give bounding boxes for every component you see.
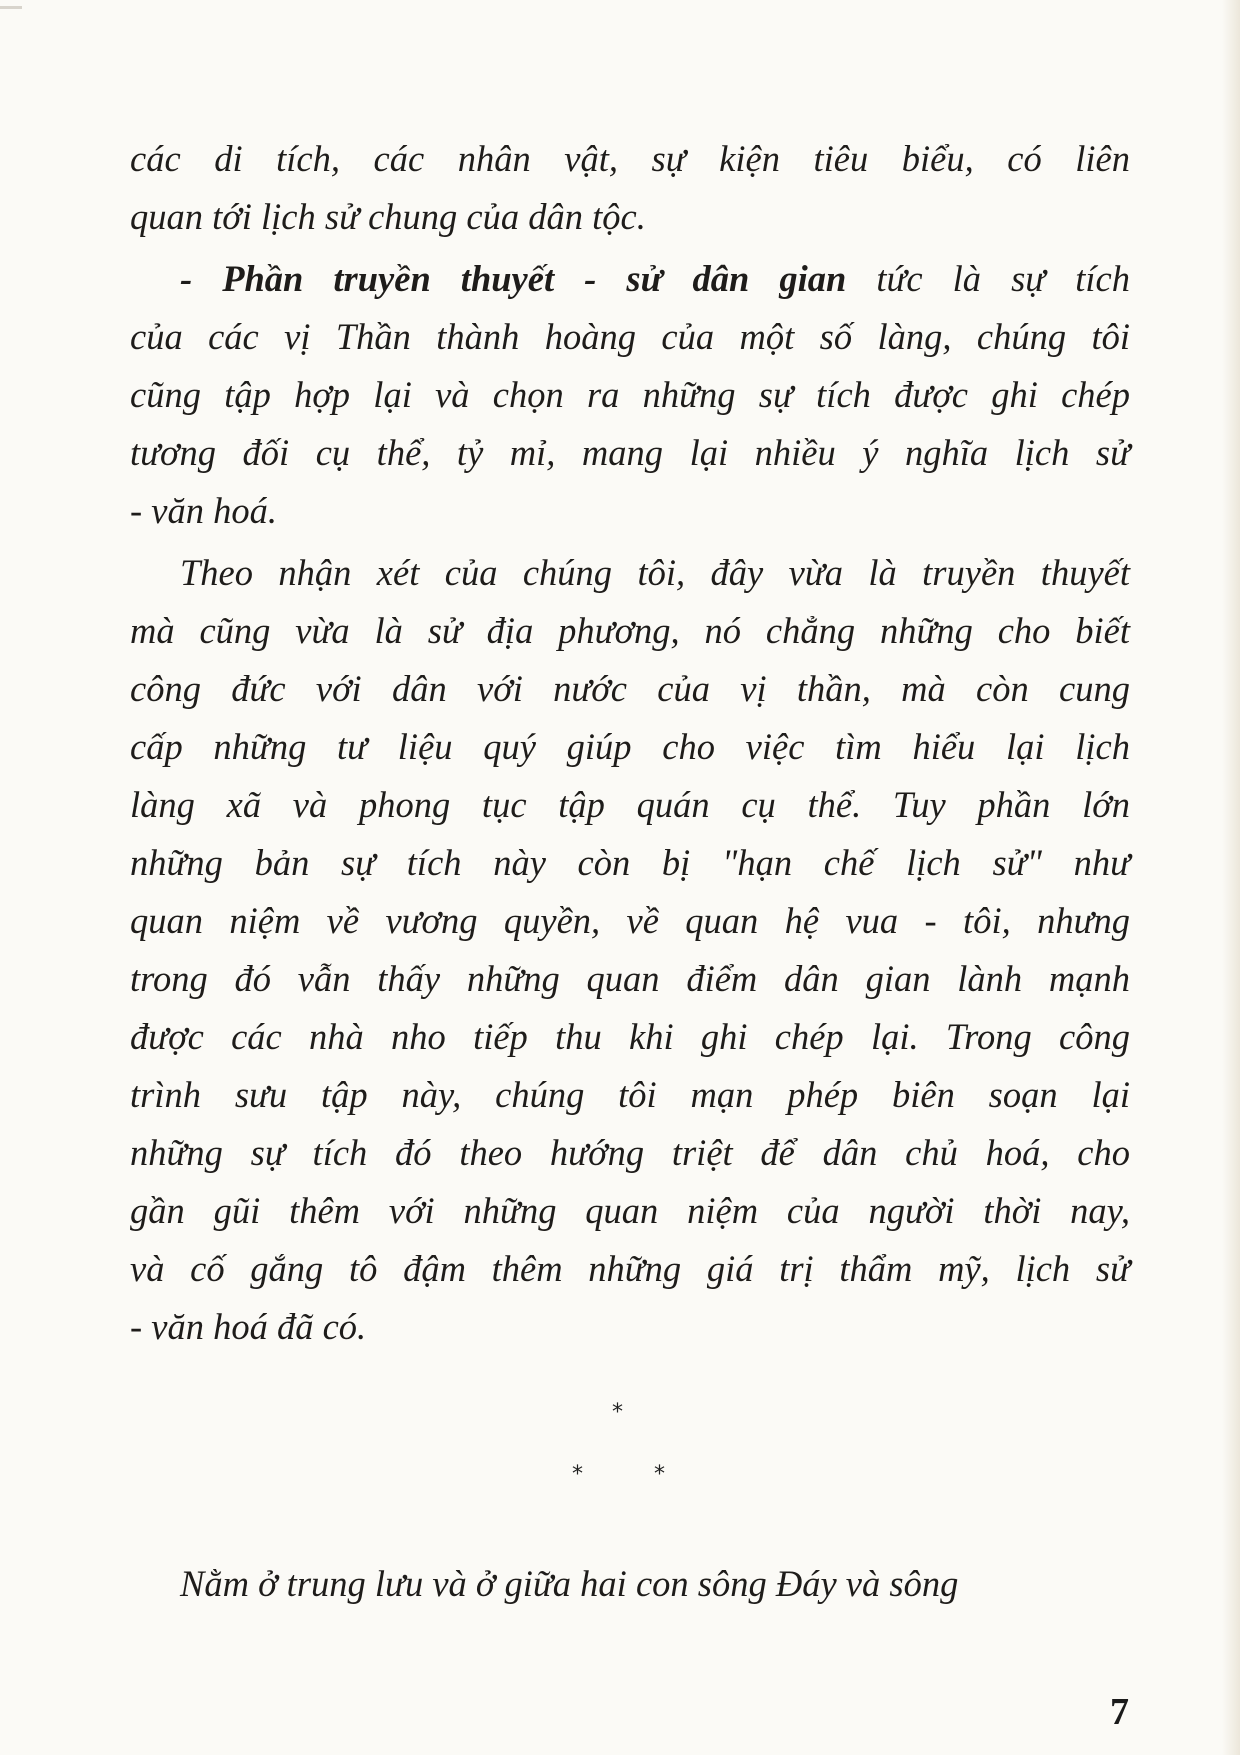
paragraph-1 [130, 130, 1130, 246]
text-line: tương đối cụ thể, tỷ mỉ, mang lại nhiều ý nghĩa lịch sử [130, 432, 1130, 473]
text-line: các di tích, các nhân vật, sự kiện tiêu biểu, có liên [130, 138, 1130, 179]
asterisk: * [654, 1462, 665, 1487]
paragraph-4 [130, 1555, 1130, 1613]
text-line: quan tới lịch sử chung của dân tộc. [130, 196, 646, 237]
asterisk: * [612, 1400, 623, 1425]
page-number: 7 [1110, 1691, 1129, 1733]
text-line: trình sưu tập này, chúng tôi mạn phép biên soạn lại [130, 1074, 1130, 1115]
text-line: những sự tích đó theo hướng triệt để dân chủ hoá, cho [130, 1132, 1130, 1173]
text-line: làng xã và phong tục tập quán cụ thể. Tuy phần lớn [130, 784, 1130, 825]
text-line: Theo nhận xét của chúng tôi, đây vừa là truyền thuyết [180, 552, 1130, 593]
asterisk: * [572, 1462, 583, 1487]
text-line: công đức với dân với nước của vị thần, mà còn cung [130, 668, 1130, 709]
text-line: những bản sự tích này còn bị "hạn chế lịch sử" như [130, 842, 1130, 883]
text-fragment: tức là sự tích [876, 258, 1130, 299]
text-line: quan niệm về vương quyền, về quan hệ vua - tôi, nhưng [130, 900, 1130, 941]
text-line: được các nhà nho tiếp thu khi ghi chép lại. Trong công [130, 1016, 1130, 1057]
text-line: cấp những tư liệu quý giúp cho việc tìm hiểu lại lịch [130, 726, 1130, 767]
paragraph-2 [130, 250, 1130, 540]
body-text [130, 130, 1130, 1356]
text-line: mà cũng vừa là sử địa phương, nó chẳng những cho biết [130, 610, 1130, 651]
text-line: và cố gắng tô đậm thêm những giá trị thẩm mỹ, lịch sử [130, 1248, 1130, 1289]
text-line [130, 250, 1130, 308]
text-line: trong đó vẫn thấy những quan điểm dân gian lành mạnh [130, 958, 1130, 999]
text-line: Nằm ở trung lưu và ở giữa hai con sông Đáy và sông [180, 1563, 959, 1604]
text-line: của các vị Thần thành hoàng của một số làng, chúng tôi [130, 316, 1130, 357]
text-line: gần gũi thêm với những quan niệm của người thời nay, [130, 1190, 1130, 1231]
section-separator [0, 1400, 1240, 1500]
text-line: cũng tập hợp lại và chọn ra những sự tích được ghi chép [130, 374, 1130, 415]
paragraph-3 [130, 544, 1130, 1356]
text-line: - văn hoá. [130, 490, 277, 531]
text-line: - văn hoá đã có. [130, 1306, 367, 1347]
scan-edge-mark [0, 6, 22, 9]
bold-heading: - Phần truyền thuyết - sử dân gian [180, 258, 847, 299]
